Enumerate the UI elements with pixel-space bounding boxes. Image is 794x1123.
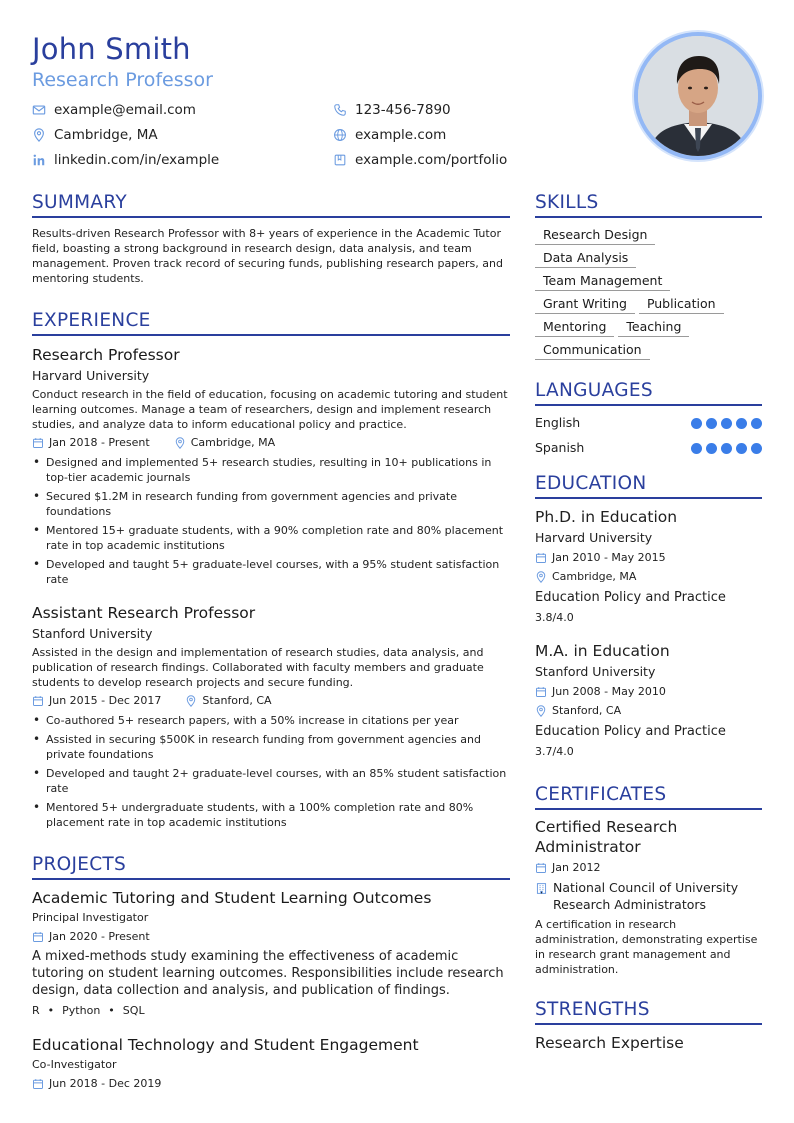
certificate-date-text: Jan 2012 [552,861,601,874]
project-title: Academic Tutoring and Student Learning Outcomes [32,889,432,907]
tag: R [32,1004,40,1017]
project-dates [32,1076,161,1092]
language-row [535,414,762,432]
skill-tag: Team Management [535,272,670,291]
education-dates-text: Jan 2010 - May 2015 [552,551,666,564]
job-bullets [32,455,510,587]
job-organization: Stanford University [32,626,153,641]
education-school: Stanford University [535,664,656,679]
languages-list [535,414,762,457]
education-item [535,640,762,760]
website-text: example.com [355,127,447,143]
certificates-heading: CERTIFICATES [535,782,762,810]
education-location [535,703,762,719]
contact-linkedin[interactable] [32,150,219,170]
resume-header [32,30,762,180]
proficiency-dot [706,443,717,454]
contact-location [32,125,158,145]
calendar-icon [535,552,547,564]
list-item: • Developed and taught 2+ graduate-level courses, with an 85% student satisfaction rate [32,766,510,796]
portfolio-icon [333,153,347,167]
contact-email[interactable] [32,100,196,120]
project-meta [32,929,510,945]
phone-text: 123-456-7890 [355,102,451,118]
proficiency-dot [721,418,732,429]
proficiency-dot [751,418,762,429]
proficiency-dot [736,443,747,454]
skill-tag: Mentoring [535,318,614,337]
project-item [32,1034,510,1092]
education-heading: EDUCATION [535,471,762,499]
experience-item [32,344,510,587]
skill-tag: Data Analysis [535,249,636,268]
project-role: Co-Investigator [32,1058,117,1071]
location-pin-icon [174,437,186,449]
projects-heading: PROJECTS [32,852,510,880]
job-dates [32,693,161,709]
linkedin-icon [32,153,46,167]
certificate-issuer [535,879,762,913]
education-degree: Ph.D. in Education [535,508,678,526]
education-item [535,506,762,626]
language-name: English [535,415,581,430]
proficiency-dot [691,418,702,429]
location-pin-icon [185,695,197,707]
proficiency-dot [751,443,762,454]
job-meta [32,693,510,709]
tag: Python [62,1004,101,1017]
calendar-icon [535,686,547,698]
profile-photo [634,32,762,160]
project-role: Principal Investigator [32,911,149,924]
education-dates [535,550,762,566]
job-meta [32,435,510,451]
summary-text: Results-driven Research Professor with 8+ years of experience in the Academic Tutor field, boasting a strong background in research design, data analysis, and team management. Proven track record of securing funds, publishing research papers, and mentoring students. [32,227,503,285]
location-text: Cambridge, MA [54,127,158,143]
job-title: Research Professor [32,346,180,364]
tag-separator: • [47,1004,55,1017]
email-icon [32,103,46,117]
education-gpa: 3.8/4.0 [535,611,574,624]
project-dates [32,929,150,945]
list-item: • Developed and taught 5+ graduate-level courses, with a 95% student satisfaction rate [32,557,510,587]
job-dates-text: Jun 2015 - Dec 2017 [49,694,162,707]
education-gpa: 3.7/4.0 [535,745,574,758]
list-item: • Mentored 15+ graduate students, with a 90% completion rate and 80% placement rate in top academic institutions [32,523,510,553]
list-item: • Mentored 5+ undergraduate students, with a 100% completion rate and 80% placement rate in top academic institutions [32,800,510,830]
skills-list [535,226,762,364]
education-dates [535,684,762,700]
language-name: Spanish [535,440,585,455]
languages-heading: LANGUAGES [535,378,762,406]
job-location-text: Stanford, CA [202,694,272,707]
job-organization: Harvard University [32,368,150,383]
experience-item [32,602,510,830]
job-description: Conduct research in the field of education, focusing on academic tutoring and student learning outcomes. Manage a team of researchers, design and implement research studies, and analyze data to inform educational policy and practice. [32,388,508,431]
calendar-icon [535,862,547,874]
job-location [185,693,271,709]
education-location-text: Cambridge, MA [552,570,637,583]
strength-item: Research Expertise [535,1034,684,1052]
building-icon [535,882,548,895]
proficiency-dot [691,443,702,454]
job-bullets [32,713,510,830]
job-description: Assisted in the design and implementation of research studies, data analysis, and publication of research findings. Collaborated with faculty members and graduate students to develop research projects and secure funding. [32,646,484,689]
certificate-issuer-text: National Council of University Research Administrators [553,880,739,912]
location-pin-icon [535,571,547,583]
candidate-title: Research Professor [32,69,213,91]
tag-separator: • [108,1004,115,1017]
language-level [687,418,762,429]
list-item: • Designed and implemented 5+ research studies, resulting in 10+ publications in top-tier academic journals [32,455,510,485]
project-dates-text: Jan 2020 - Present [49,930,150,943]
skill-tag: Teaching [618,318,689,337]
strengths-heading: STRENGTHS [535,997,762,1025]
globe-icon [333,128,347,142]
email-text: example@email.com [54,102,196,118]
project-item [32,887,510,1018]
certificate-name: Certified Research Administrator [535,818,678,856]
contact-portfolio[interactable] [333,150,507,170]
job-dates [32,435,150,451]
language-level [687,443,762,454]
education-location [535,569,762,585]
location-pin-icon [535,705,547,717]
candidate-name: John Smith [32,32,191,66]
portfolio-text: example.com/portfolio [355,152,508,168]
language-row [535,439,762,457]
list-item: • Co-authored 5+ research papers, with a 50% increase in citations per year [32,713,510,728]
calendar-icon [32,695,44,707]
job-title: Assistant Research Professor [32,604,256,622]
project-dates-text: Jun 2018 - Dec 2019 [49,1077,162,1090]
certificate-item [535,817,762,977]
contact-website[interactable] [333,125,446,145]
skill-tag: Grant Writing [535,295,635,314]
job-location-text: Cambridge, MA [190,436,276,449]
skill-tag: Communication [535,341,650,360]
location-pin-icon [32,128,46,142]
education-dates-text: Jun 2008 - May 2010 [552,685,666,698]
certificate-date [535,860,762,876]
profile-portrait-image [638,36,758,156]
project-title: Educational Technology and Student Engagement [32,1036,419,1054]
education-school: Harvard University [535,530,653,545]
skills-heading: SKILLS [535,190,762,218]
calendar-icon [32,1078,44,1090]
education-degree: M.A. in Education [535,642,670,660]
proficiency-dot [736,418,747,429]
contact-phone[interactable] [333,100,451,120]
education-location-text: Stanford, CA [552,704,622,717]
list-item: • Secured $1.2M in research funding from government agencies and private foundations [32,489,510,519]
calendar-icon [32,931,44,943]
job-dates-text: Jan 2018 - Present [49,436,150,449]
skill-tag: Publication [639,295,724,314]
certificate-description: A certification in research administration, demonstrating expertise in research grant management and administration. [535,918,758,976]
tag: SQL [122,1004,145,1017]
list-item: • Assisted in securing $500K in research funding from government agencies and private foundations [32,732,510,762]
phone-icon [333,103,347,117]
education-field: Education Policy and Practice [535,590,726,605]
skill-tag: Research Design [535,226,655,245]
job-location [174,435,275,451]
calendar-icon [32,437,44,449]
left-column [32,190,510,1095]
project-tags [32,1003,510,1018]
proficiency-dot [721,443,732,454]
education-field: Education Policy and Practice [535,724,726,739]
project-meta [32,1076,510,1092]
right-column [535,190,762,1054]
proficiency-dot [706,418,717,429]
experience-heading: EXPERIENCE [32,308,510,336]
linkedin-text: linkedin.com/in/example [54,152,220,168]
project-description: A mixed-methods study examining the effectiveness of academic tutoring on student learning outcomes. Responsibilities include research design, data collection and analysis, and publication of findings. [32,949,504,998]
summary-heading: SUMMARY [32,190,510,218]
